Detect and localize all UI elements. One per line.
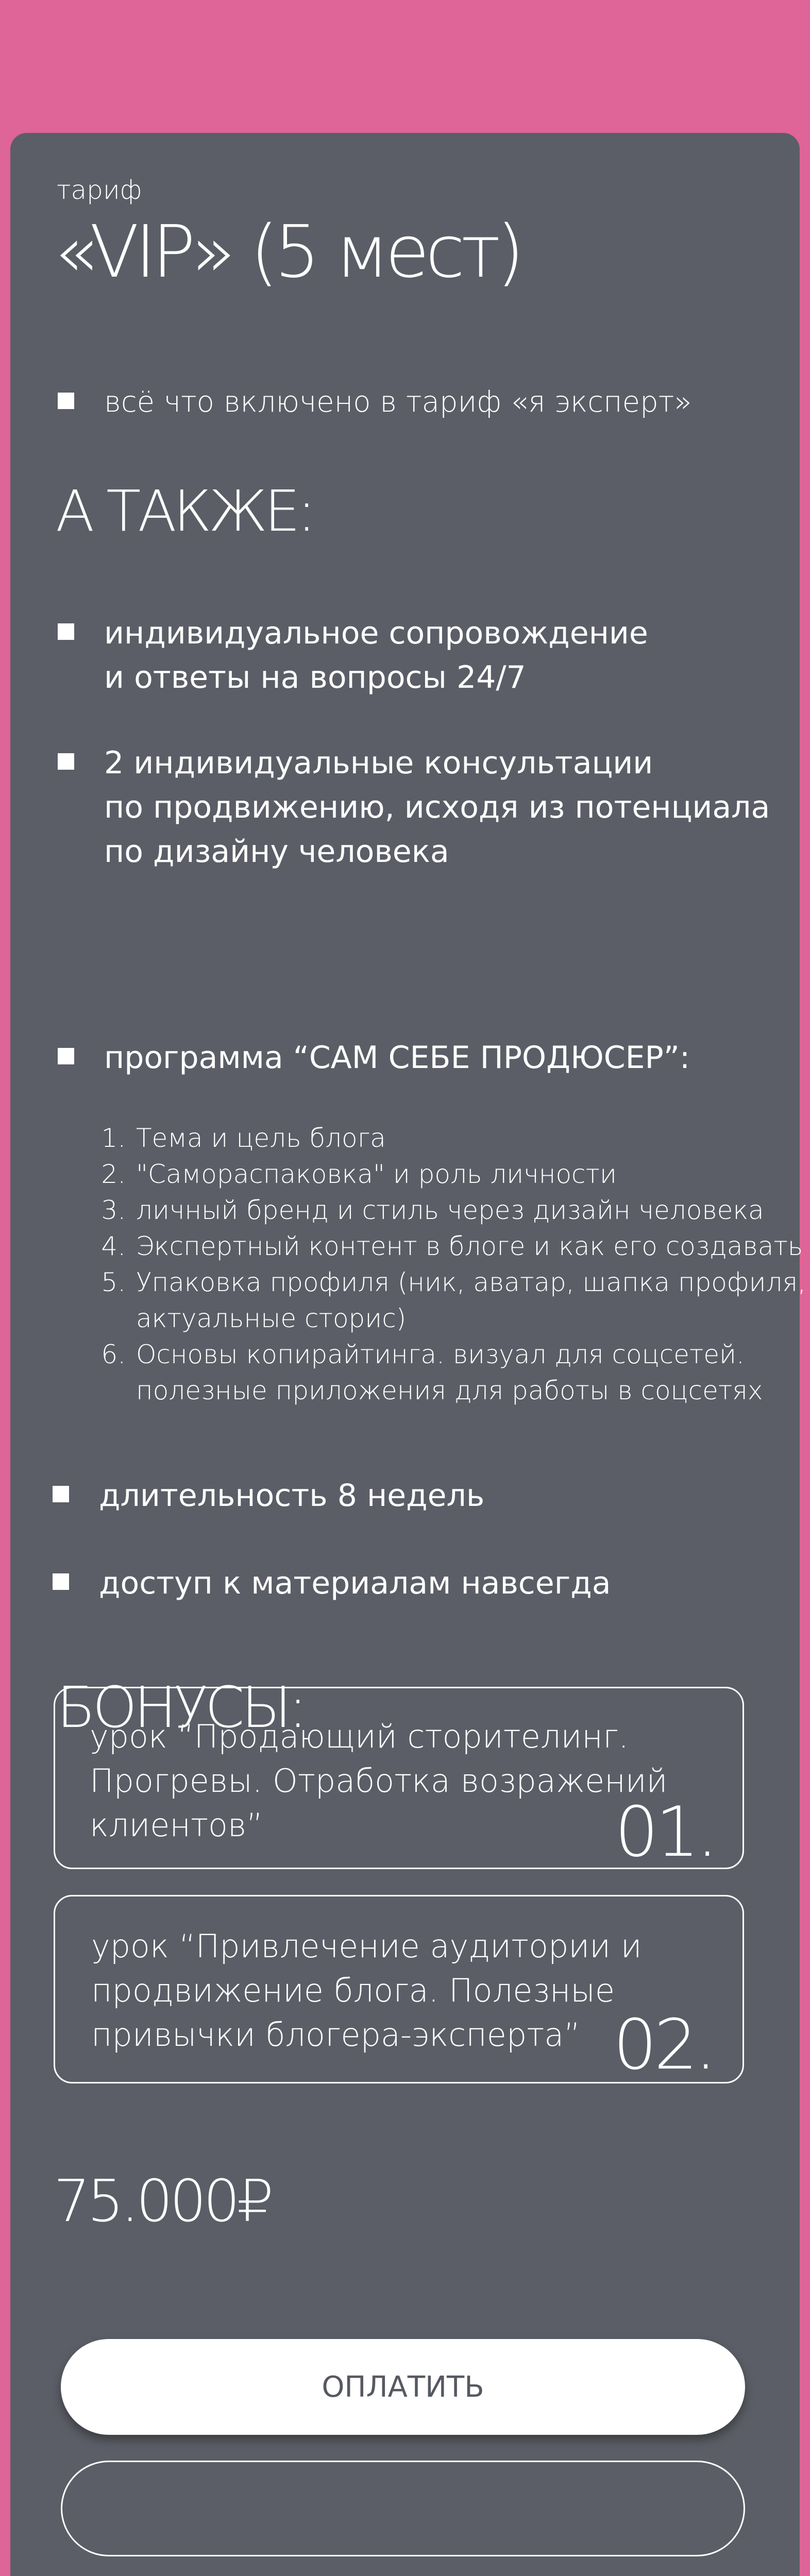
feature-item	[58, 611, 648, 700]
bullet-square-icon	[58, 1048, 74, 1064]
program-item: 3. личный бренд и стиль через дизайн человека	[134, 1192, 810, 1228]
feature-item	[58, 741, 770, 874]
duration-text: длительность 8 недель	[99, 1478, 485, 1514]
included-item	[58, 385, 692, 419]
bullet-square-icon	[53, 1486, 69, 1502]
bonus-number: 01.	[614, 1792, 715, 1872]
program-item: 1. Тема и цель блога	[134, 1120, 810, 1156]
installment-button[interactable]	[61, 2461, 745, 2556]
feature-item	[58, 1036, 690, 1080]
also-heading: А ТАКЖЕ:	[56, 478, 313, 544]
bonus-text: урок “Привлечение аудитории и продвижение блога. Полезные привычки блогера-эксперта”	[91, 1927, 642, 2054]
bonus-number: 02.	[613, 2005, 714, 2085]
feature-text: индивидуальное сопровождение и ответы на вопросы 24/7	[104, 615, 648, 696]
bullet-square-icon	[58, 623, 74, 640]
bonus-card-content	[54, 1687, 744, 1872]
program-item: 5. Упаковка профиля (ник, аватар, шапка профиля, актуальные сторис)	[134, 1264, 810, 1336]
bullet-square-icon	[53, 1573, 69, 1590]
bonuses-heading: БОНУСЫ:	[57, 1674, 305, 1740]
pay-button[interactable]: ОПЛАТИТЬ	[61, 2339, 745, 2435]
tariff-subtitle: тариф	[57, 175, 142, 205]
feature-text: программа “САМ СЕБЕ ПРОДЮСЕР”:	[104, 1040, 690, 1076]
access-text: доступ к материалам навсегда	[99, 1565, 611, 1601]
tariff-card	[10, 133, 806, 2576]
bonus-card	[54, 1895, 744, 2083]
bullet-square-icon	[58, 393, 74, 409]
included-text: всё что включено в тариф «я эксперт»	[104, 385, 692, 419]
feature-text: 2 индивидуальные консультации по продвижению, исходя из потенциала по дизайну человека	[104, 745, 770, 870]
tariff-title: «VIP» (5 мест)	[54, 210, 521, 294]
access-item	[53, 1561, 611, 1605]
price: 75.000₽	[54, 2168, 271, 2235]
bullet-square-icon	[58, 753, 74, 770]
program-item: 6. Основы копирайтинга. визуал для соцсетей. полезные приложения для работы в соцсетях	[134, 1336, 810, 1409]
program-item: 2. "Самораспаковка" и роль личности	[134, 1156, 810, 1192]
program-item: 4. Экспертный контент в блоге и как его создавать	[134, 1228, 810, 1264]
duration-item	[53, 1473, 484, 1518]
program-list	[96, 1120, 810, 1409]
bonus-text: урок “Продающий сторителинг. Прогревы. Отработка возражений клиентов”	[90, 1718, 668, 1844]
